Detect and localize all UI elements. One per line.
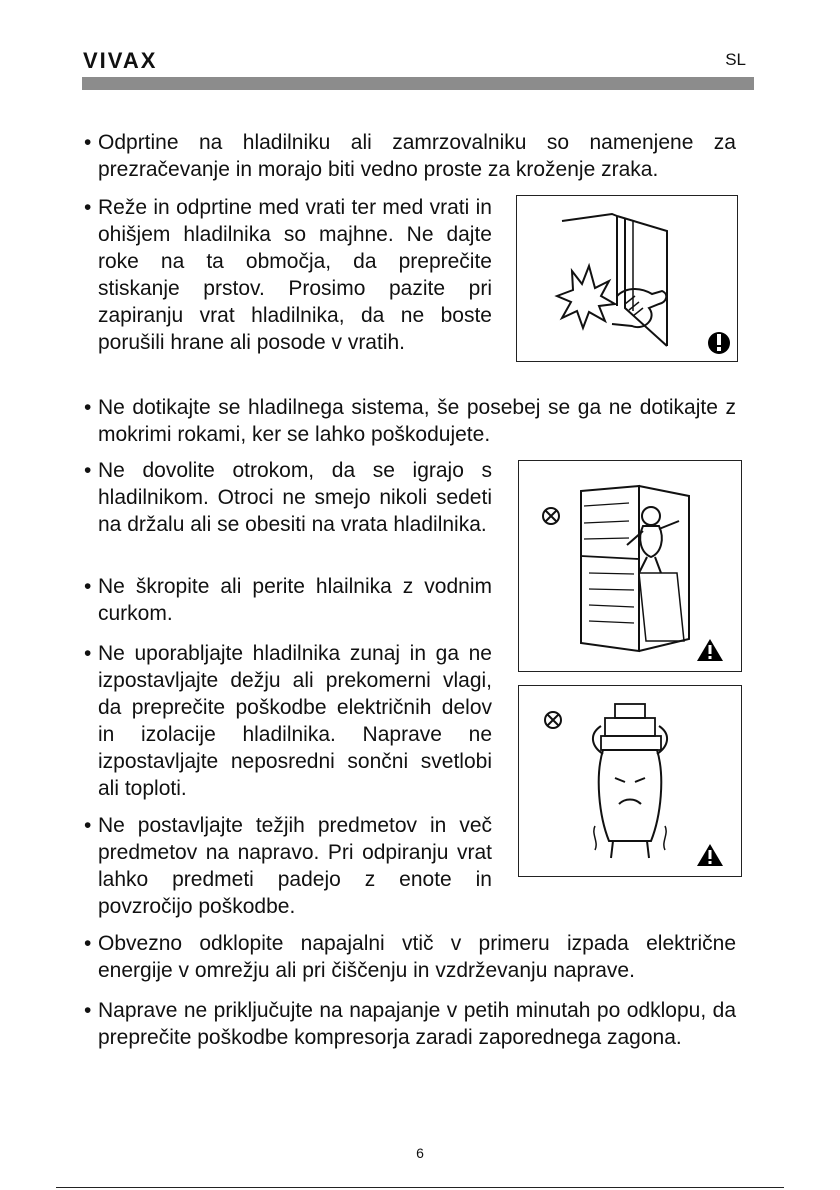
brand-logo: VIVAX xyxy=(83,48,158,73)
safety-item-door-gaps xyxy=(84,194,492,356)
item-text: Ne postavljajte težjih predmetov in več predmetov na napravo. Pri odpiranju vrat lahko predmeti padejo z enote in povzročijo poškodbe. xyxy=(98,814,492,918)
bullet: • xyxy=(84,459,92,482)
bullet: • xyxy=(84,999,92,1022)
safety-item-heavy-objects xyxy=(84,812,492,920)
page-number: 6 xyxy=(416,1145,424,1161)
safety-item-children xyxy=(84,457,492,538)
item-text: Reže in odprtine med vrati ter med vrati in ohišjem hladilnika so majhne. Ne dajte roke na ta območja, da preprečite stiskanje prstov. Prosimo pazite pri zapiranju vrat hladilnika, da ne boste porušili hrane ali posode v vratih. xyxy=(98,196,492,354)
bullet: • xyxy=(84,932,92,955)
item-text: Naprave ne priključujte na napajanje v petih minutah po odklopu, da preprečite poškodbe kompresorja zaradi zaporednega zagona. xyxy=(98,999,736,1049)
finger-pinch-illustration xyxy=(516,195,738,362)
item-text: Ne dovolite otrokom, da se igrajo s hladilnikom. Otroci ne smejo nikoli sedeti na držalu ali se obesiti na vrata hladilnika. xyxy=(98,459,492,536)
safety-item-cooling-system xyxy=(84,394,736,448)
safety-item-ventilation xyxy=(84,129,736,183)
heavy-objects-illustration xyxy=(518,685,742,877)
language-code: SL xyxy=(725,50,746,69)
bullet: • xyxy=(84,196,92,219)
item-text: Ne škropite ali perite hlailnika z vodnim curkom. xyxy=(98,575,492,625)
bullet: • xyxy=(84,396,92,419)
bullet: • xyxy=(84,131,92,154)
safety-item-outdoor-use xyxy=(84,640,492,802)
header-bar xyxy=(82,77,754,90)
bullet: • xyxy=(84,575,92,598)
item-text: Obvezno odklopite napajalni vtič v primeru izpada električne energije v omrežju ali pri čiščenju in vzdrževanju naprave. xyxy=(98,932,736,982)
child-hanging-illustration xyxy=(518,460,742,672)
item-text: Ne uporabljajte hladilnika zunaj in ga ne izpostavljajte dežju ali prekomerni vlagi, da preprečite poškodbe električnih delov in izolacije hladilnika. Naprave ne izpostavljajte neposredni sončni svetlobi ali toploti. xyxy=(98,642,492,800)
item-text: Ne dotikajte se hladilnega sistema, še posebej se ga ne dotikajte z mokrimi rokami, ker se lahko poškodujete. xyxy=(98,396,736,446)
bullet: • xyxy=(84,642,92,665)
safety-item-reconnect-delay xyxy=(84,997,736,1051)
footer-divider xyxy=(56,1187,784,1188)
item-text: Odprtine na hladilniku ali zamrzovalniku so namenjene za prezračevanje in morajo biti vedno proste za kroženje zraka. xyxy=(98,131,736,181)
safety-item-water-jet xyxy=(84,573,492,627)
safety-item-unplug xyxy=(84,930,736,984)
bullet: • xyxy=(84,814,92,837)
